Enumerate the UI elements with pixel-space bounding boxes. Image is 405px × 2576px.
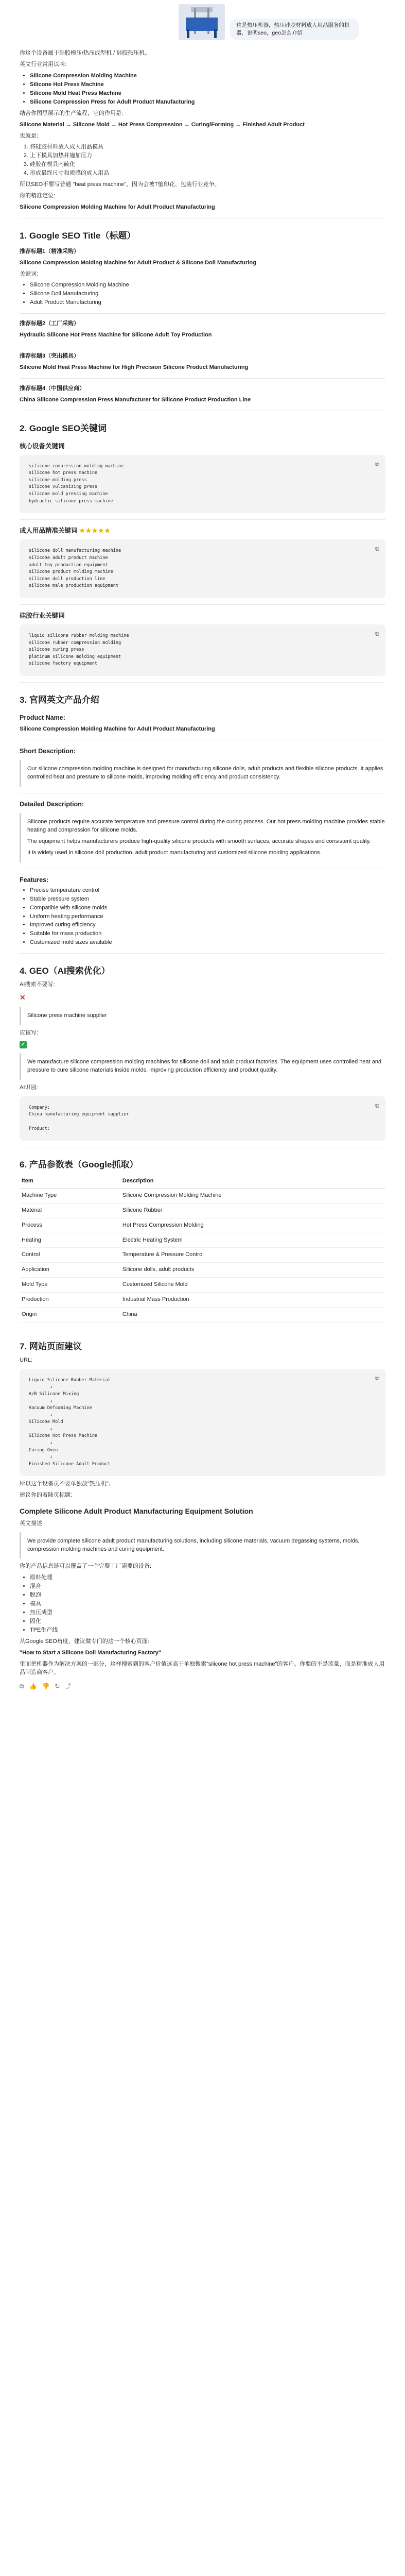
table-row xyxy=(20,1263,385,1278)
process-flow: Silicone Material → Silicone Mold → Hot Press Compression → Curing/Forming → Finished Adult Product xyxy=(20,121,305,128)
table-row xyxy=(20,1233,385,1248)
detail-paragraph: The equipment helps manufacturers produce high-quality silicone products with smooth surfaces, accurate shapes and consistent quality. xyxy=(27,838,371,844)
table-cell: Silicone dolls, adult products xyxy=(120,1263,385,1278)
list-item: • Stable pressure system xyxy=(30,895,385,904)
list-item: • Improved curing efficiency xyxy=(30,921,385,929)
star-icons: ★★★★★ xyxy=(79,527,111,535)
list-item: • Precise temperature control xyxy=(30,887,385,895)
quote-block xyxy=(20,1007,385,1025)
label: 英文描述: xyxy=(20,1520,44,1527)
good-example: We manufacture silicone compression molding machines for silicone doll and adult product factories. The equipment uses controlled heat and pressure to cure silicone materials inside molds, improving production efficiency and product quality. xyxy=(27,1058,382,1073)
label: 应该写: xyxy=(20,1030,39,1037)
divider xyxy=(20,953,385,954)
intro-text: 结合你图里展示的生产流程，它的作用是: xyxy=(20,110,124,116)
table-cell: Application xyxy=(20,1263,120,1278)
divider xyxy=(20,604,385,605)
list-item: • TPE生产线 xyxy=(30,1626,385,1635)
body-text: 从Google SEO角度，建议做专门的这一个核心页面: xyxy=(20,1638,149,1645)
subheading: 推荐标题2（工厂采购） xyxy=(20,320,80,327)
detail-paragraph: Silicone products require accurate temperature and pressure control during the curing process. Our hot press molding machine provides stable heating and compression for silicone molds. xyxy=(27,818,385,833)
list-item: 1. 将硅胶材料放入成人用品模具 xyxy=(30,143,385,151)
list-item: • Compatible with silicone molds xyxy=(30,904,385,912)
subheading: Short Description: xyxy=(20,747,76,755)
features-list xyxy=(30,887,385,947)
table-header: Description xyxy=(120,1175,385,1188)
table-row xyxy=(20,1203,385,1218)
intro-text: 所以SEO不要写普通 "heat press machine"，因为会被T恤印花、包装行业竞争。 xyxy=(20,181,220,188)
subheading: 推荐标题3（突出模具） xyxy=(20,353,80,360)
list-item: • Silicone Doll Manufacturing xyxy=(30,290,385,298)
list-item: • Suitable for mass production xyxy=(30,930,385,938)
code-text: Company: China manufacturing equipment supplier Product: xyxy=(29,1105,129,1131)
body-text: 建议你的着陆页标题: xyxy=(20,1492,73,1499)
message-actions xyxy=(20,1682,385,1691)
quote-block xyxy=(20,1053,385,1080)
table-cell: Material xyxy=(20,1203,120,1218)
table-cell: Industrial Mass Production xyxy=(120,1293,385,1308)
table-cell: Silicone Compression Molding Machine xyxy=(120,1188,385,1203)
body-text: 里面把机器作为解决方案的一部分，这样搜索到的客户价值远高于单独搜索"silicone hot press machine"的客户。你要的不是流量，而是精准成人用品制造商客户。 xyxy=(20,1660,385,1675)
table-cell: Machine Type xyxy=(20,1188,120,1203)
assistant-response xyxy=(0,40,405,1691)
regenerate-icon[interactable]: ↻ xyxy=(55,1682,60,1690)
quote-block xyxy=(20,760,385,787)
landing-description: We provide complete silicone adult product manufacturing solutions, including silicone materials, vacuum degassing systems, molds, compression molding machines and curing equipment. xyxy=(27,1537,360,1552)
list-item: • Silicone Mold Heat Press Machine xyxy=(30,90,385,98)
short-description: Our silicone compression molding machine is designed for manufacturing silicone dolls, adult products and flexible silicone products. It applies controlled heat and pressure to silicone molds, improving molding efficiency and product consistency. xyxy=(27,765,383,780)
list-item: • 固化 xyxy=(30,1618,385,1626)
section-heading: 6. 产品参数表（Google抓取） xyxy=(20,1160,138,1170)
machine-image[interactable] xyxy=(179,4,225,40)
intro-text: 也就是: xyxy=(20,132,39,139)
focus-positioning: Silicone Compression Molding Machine for Adult Product Manufacturing xyxy=(20,204,215,211)
quote-block xyxy=(20,813,385,862)
detail-paragraph: It is widely used in silicone doll production, adult product manufacturing and customized silicone molding applications. xyxy=(27,849,322,856)
process-steps xyxy=(30,143,385,178)
title-suggestion: China Silicone Compression Press Manufacturer for Silicone Product Production Line xyxy=(20,396,251,403)
list-item: • Uniform heating performance xyxy=(30,913,385,921)
thumbs-up-icon[interactable]: 👍 xyxy=(29,1682,37,1690)
intro-text: 英文行业常用以叫: xyxy=(20,61,67,67)
section-heading: 1. Google SEO Title（标题） xyxy=(20,231,136,241)
list-item: • 模具 xyxy=(30,1600,385,1608)
code-block xyxy=(20,1369,385,1477)
section-heading: 3. 官网英文产品介绍 xyxy=(20,695,99,705)
copy-icon[interactable]: ⧉ xyxy=(375,546,379,553)
code-text: silicone doll manufacturing machine silicone adult product machine adult toy production equipment silicone product molding machine silicone doll production line silicone male production equipment xyxy=(29,548,121,589)
list-item: • Silicone Compression Molding Machine xyxy=(30,72,385,80)
table-cell: Customized Silicone Mold xyxy=(120,1278,385,1293)
code-block xyxy=(20,1096,385,1141)
divider xyxy=(20,378,385,379)
list-item: • 热压成型 xyxy=(30,1609,385,1617)
label: 关键词: xyxy=(20,270,39,277)
code-text: liquid silicone rubber molding machine silicone rubber compression molding silicone curing press platinum silicone molding equipment silicone factory equipment xyxy=(29,633,129,667)
subheading: 推荐标题4（中国供应商） xyxy=(20,385,85,392)
table-cell: Production xyxy=(20,1293,120,1308)
list-item: • Silicone Compression Press for Adult Product Manufacturing xyxy=(30,98,385,107)
title-suggestion: Silicone Compression Molding Machine for Adult Product & Silicone Doll Manufacturing xyxy=(20,259,256,266)
body-text: 你的产品信息链可以覆盖了一个完整工厂需要的设备: xyxy=(20,1563,152,1570)
product-name: Silicone Compression Molding Machine for Adult Product Manufacturing xyxy=(20,725,215,732)
table-row xyxy=(20,1248,385,1263)
subheading: Product Name: xyxy=(20,714,65,721)
table-cell: Origin xyxy=(20,1308,120,1323)
bad-example: Silicone press machine supplier xyxy=(27,1012,107,1019)
intro-text: 你这个设备属于硅胶模压/热压成型机 / 硅胶热压机。 xyxy=(20,50,151,56)
code-text: silicone compression molding machine silicone hot press machine silicone molding press silicone vulcanizing press silicone mold pressing machine hydraulic silicone press machine xyxy=(29,463,124,504)
label: AI识别: xyxy=(20,1084,38,1091)
table-cell: Silicone Rubber xyxy=(120,1203,385,1218)
code-block xyxy=(20,539,385,598)
table-cell: Temperature & Pressure Control xyxy=(120,1248,385,1263)
table-cell: Control xyxy=(20,1248,120,1263)
code-block xyxy=(20,455,385,514)
keyword-list xyxy=(30,281,385,307)
divider xyxy=(20,519,385,520)
table-row xyxy=(20,1308,385,1323)
copy-icon[interactable]: ⧉ xyxy=(375,461,379,468)
copy-icon[interactable]: ⧉ xyxy=(375,1375,379,1382)
cross-icon: ✕ xyxy=(20,993,26,1002)
subheading: 硅胶行业关键词 xyxy=(20,612,65,619)
section-heading: 4. GEO（AI搜索优化） xyxy=(20,966,110,976)
machine-names-list xyxy=(30,72,385,107)
divider xyxy=(20,682,385,683)
table-cell: China xyxy=(120,1308,385,1323)
list-item: 2. 上下模具加热并施加压力 xyxy=(30,152,385,160)
list-item: • Adult Product Manufacturing xyxy=(30,299,385,307)
list-item: • 原料处理 xyxy=(30,1574,385,1582)
table-cell: Electric Heating System xyxy=(120,1233,385,1248)
table-cell: Hot Press Compression Molding xyxy=(120,1218,385,1233)
code-block xyxy=(20,624,385,676)
table-row xyxy=(20,1188,385,1203)
quote-block xyxy=(20,1532,385,1559)
section-heading: 7. 网站页面建议 xyxy=(20,1342,82,1352)
list-item: • Silicone Compression Molding Machine xyxy=(30,281,385,290)
table-header: Item xyxy=(20,1175,120,1188)
list-item: 3. 硅胶在模具内硫化 xyxy=(30,161,385,169)
check-icon: ✓ xyxy=(20,1041,27,1048)
list-item: 4. 形成最终尺寸和质感的成人用品 xyxy=(30,170,385,178)
section-heading: 2. Google SEO关键词 xyxy=(20,423,107,433)
body-text: 所以这个设备页不要单独放"热压机"。 xyxy=(20,1481,114,1487)
copy-icon[interactable]: ⧉ xyxy=(20,1682,24,1690)
list-item: • 混合 xyxy=(30,1583,385,1591)
label: URL: xyxy=(20,1357,33,1363)
list-item: • Silicone Hot Press Machine xyxy=(30,81,385,89)
title-suggestion: Silicone Mold Heat Press Machine for High Precision Silicone Product Manufacturing xyxy=(20,364,249,371)
user-message-bubble: 这是热压机器，热压硅胶材料成人用品服务的机器，说明seo，geo怎么介绍 xyxy=(230,19,359,40)
share-icon[interactable]: ⤴ xyxy=(65,1682,72,1690)
intro-text: 你的精准定位: xyxy=(20,193,56,199)
table-row xyxy=(20,1218,385,1233)
user-message-area xyxy=(0,0,405,40)
subheading: 核心设备关键词 xyxy=(20,442,65,450)
code-text: Liquid Silicone Rubber Material ↓ A/B Silicone Mixing ↓ Vacuum Defoaming Machine ↓ Silicone Mold ↓ Silicone Hot Press Machine ↓ Curing Oven ↓ Finished Silicone Adult Product xyxy=(29,1377,111,1467)
label: AI搜索不要写: xyxy=(20,981,55,988)
subheading: Detailed Description: xyxy=(20,800,84,808)
table-row xyxy=(20,1278,385,1293)
params-table xyxy=(20,1175,385,1323)
divider xyxy=(20,313,385,314)
table-cell: Heating xyxy=(20,1233,120,1248)
list-item: • Customized mold sizes available xyxy=(30,939,385,947)
table-row xyxy=(20,1293,385,1308)
landing-title: Complete Silicone Adult Product Manufacturing Equipment Solution xyxy=(20,1507,253,1516)
subheading: 推荐标题1（精准采购） xyxy=(20,248,80,255)
copy-icon[interactable]: ⧉ xyxy=(375,631,379,638)
subheading: Features: xyxy=(20,876,49,884)
table-cell: Mold Type xyxy=(20,1278,120,1293)
copy-icon[interactable]: ⧉ xyxy=(375,1102,379,1109)
equipment-chain-list xyxy=(30,1574,385,1635)
list-item: • 脱泡 xyxy=(30,1591,385,1600)
table-cell: Process xyxy=(20,1218,120,1233)
title-suggestion: Hydraulic Silicone Hot Press Machine for Silicone Adult Toy Production xyxy=(20,332,212,338)
article-title: "How to Start a Silicone Doll Manufacturing Factory" xyxy=(20,1649,162,1656)
table-header-row xyxy=(20,1175,385,1188)
subheading: 成人用品精准关键词 ★★★★★ xyxy=(20,527,111,535)
thumbs-down-icon[interactable]: 👎 xyxy=(42,1682,50,1690)
